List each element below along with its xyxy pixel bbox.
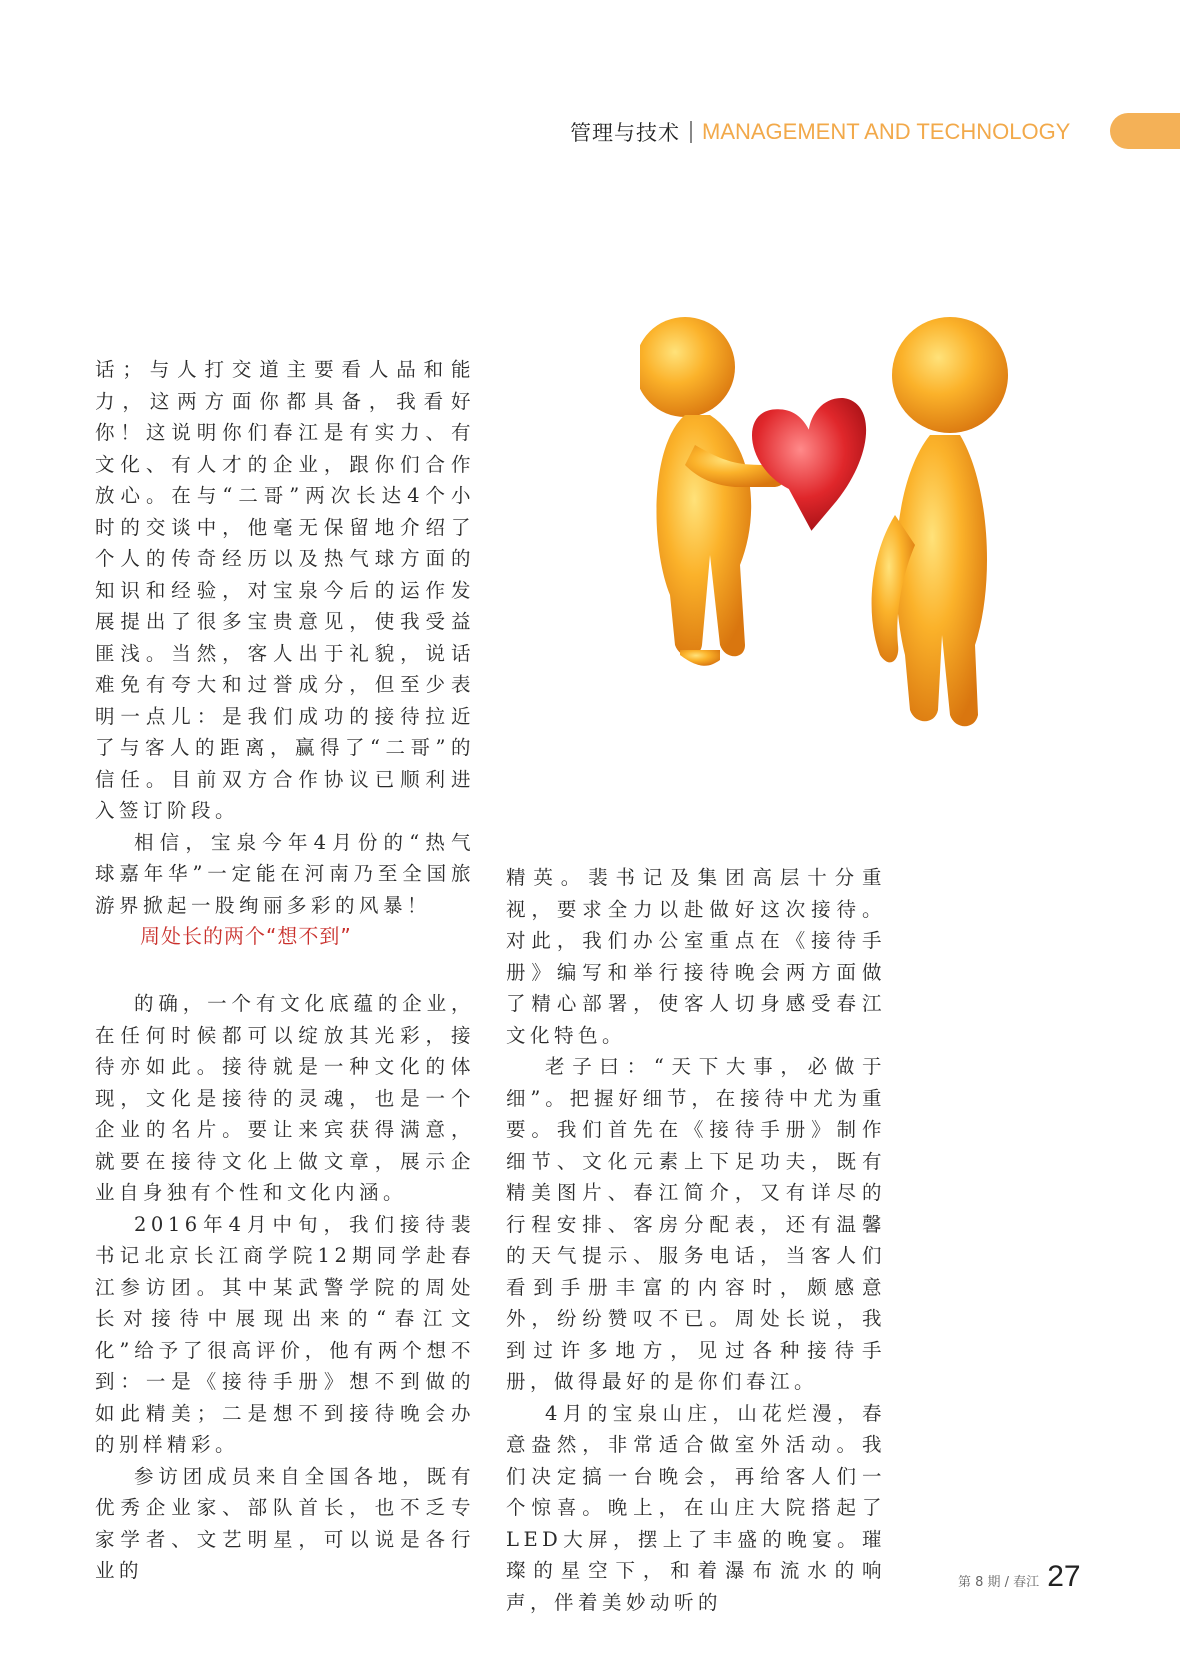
section-title-cn: 管理与技术 [570, 121, 680, 145]
issue-label: 第 8 期 / 春江 [958, 1575, 1040, 1590]
article-column-right [506, 862, 886, 1618]
section-heading: 周处长的两个“想不到” [140, 924, 352, 948]
paragraph: 相信，宝泉今年4月份的“热气球嘉年华”一定能在河南乃至全国旅游界掀起一股绚丽多彩的风暴！ [95, 830, 475, 917]
article-column-left-bottom [95, 988, 475, 1587]
right-figure [872, 317, 1008, 726]
section-tab-marker [1110, 113, 1180, 149]
paragraph: 参访团成员来自全国各地，既有优秀企业家、部队首长，也不乏专家学者、文艺明星，可以说是各行业的 [95, 1464, 475, 1582]
paragraph: 老子曰：“天下大事，必做于细”。把握好细节，在接待中尤为重要。我们首先在《接待手册》制作细节、文化元素上下足功夫，既有精美图片、春江简介，又有详尽的行程安排、客房分配表，还有温馨的天气提示、服务电话，当客人们看到手册丰富的内容时，颇感意外，纷纷赞叹不已。周处长说，我到过许多地方，见过各种接待手册，做得最好的是你们春江。 [506, 1055, 886, 1393]
two-figures-heart-icon [640, 315, 1040, 805]
section-title-en: MANAGEMENT AND TECHNOLOGY [702, 119, 1071, 144]
paragraph: 4月的宝泉山庄，山花烂漫，春意盎然，非常适合做室外活动。我们决定搞一台晚会，再给客人们一个惊喜。晚上，在山庄大院搭起了LED大屏，摆上了丰盛的晚宴。璀璨的星空下，和着瀑布流水的响声，伴着美妙动听的 [506, 1401, 886, 1614]
left-figure [640, 317, 786, 666]
paragraph: 话；与人打交道主要看人品和能力，这两方面你都具备，我看好你！这说明你们春江是有实力、有文化、有人才的企业，跟你们合作放心。在与“二哥”两次长达4个小时的交谈中，他毫无保留地介绍了个人的传奇经历以及热气球方面的知识和经验，对宝泉今后的运作发展提出了很多宝贵意见，使我受益匪浅。当然，客人出于礼貌，说话难免有夸大和过誉成分，但至少表明一点儿：是我们成功的接待拉近了与客人的距离，赢得了“二哥”的信任。目前双方合作协议已顺利进入签订阶段。 [95, 358, 475, 822]
section-header [570, 112, 1070, 152]
paragraph: 精英。裴书记及集团高层十分重视，要求全力以赴做好这次接待。对此，我们办公室重点在《接待手册》编写和举行接待晚会两方面做了精心部署，使客人切身感受春江文化特色。 [506, 866, 886, 1047]
page-footer [958, 1560, 1081, 1594]
paragraph: 的确，一个有文化底蕴的企业，在任何时候都可以绽放其光彩，接待亦如此。接待就是一种文化的体现，文化是接待的灵魂，也是一个企业的名片。要让来宾获得满意，就要在接待文化上做文章，展示企业自身独有个性和文化内涵。 [95, 992, 475, 1204]
page-number: 27 [1047, 1560, 1081, 1593]
article-column-left-top [95, 354, 475, 921]
header-divider [690, 121, 692, 143]
heart-shape [748, 394, 883, 538]
paragraph: 2016年4月中旬，我们接待裴书记北京长江商学院12期同学赴春江参访团。其中某武警学院的周处长对接待中展现出来的“春江文化”给予了很高评价，他有两个想不到：一是《接待手册》想不到做的如此精美；二是想不到接待晚会办的别样精彩。 [95, 1212, 475, 1456]
